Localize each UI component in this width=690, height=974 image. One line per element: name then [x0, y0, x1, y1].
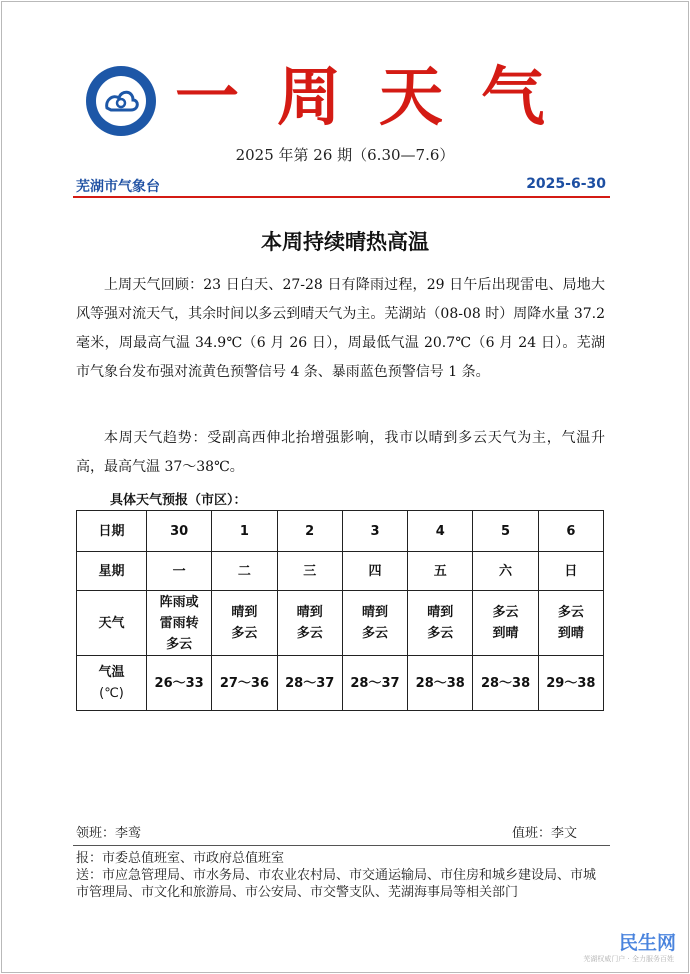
temperature-row	[77, 656, 604, 711]
headline: 本周持续晴热高温	[261, 230, 429, 254]
footer-divider	[73, 845, 610, 846]
row-header-weekday: 星期	[77, 552, 147, 591]
forecast-label: 具体天气预报（市区）：	[110, 493, 247, 508]
issuing-organization: 芜湖市气象台	[76, 179, 160, 195]
weather-text: 阵雨或雷雨转多云	[159, 594, 199, 652]
date-cell: 6	[538, 511, 603, 552]
weather-text: 晴到多云	[361, 605, 388, 641]
weather-trend-paragraph: 本周天气趋势：受副高西伸北抬增强影响，我市以晴到多云天气为主，气温升高，最高气温 37～38℃。	[76, 430, 605, 475]
site-watermark-tagline: 芜湖权威门户 · 全力服务百姓	[583, 955, 674, 963]
weather-review-paragraph: 上周天气回顾：23 日白天、27-28 日有降雨过程，29 日午后出现雷电、局地大风等强对流天气，其余时间以多云到晴天气为主。芜湖站（08-08 时）周降水量 37.2 毫米，周最高气温 34.9℃（6 月 26 日），周最低气温 20.7℃（6 月 24 日）。芜湖市气象台发布强对流黄色预警信号 4 条、暴雨蓝色预警信号 1 条。	[76, 277, 605, 380]
weekday-cell: 一	[147, 552, 212, 591]
weather-cell	[277, 591, 342, 656]
date-cell: 30	[147, 511, 212, 552]
weather-text: 晴到多云	[231, 605, 258, 641]
row-header-date: 日期	[77, 511, 147, 552]
weather-text: 晴到多云	[296, 605, 323, 641]
date-cell: 2	[277, 511, 342, 552]
cloud-swirl-icon	[103, 84, 139, 118]
temperature-cell: 28～37	[342, 656, 407, 711]
weather-cell	[408, 591, 473, 656]
temperature-cell: 28～38	[408, 656, 473, 711]
shift-leader: 领班：李鸾	[76, 826, 142, 841]
weekday-cell: 五	[408, 552, 473, 591]
cma-logo-icon	[86, 66, 156, 136]
temperature-cell: 28～38	[473, 656, 538, 711]
header-divider	[73, 196, 610, 198]
weekday-row	[77, 552, 604, 591]
weather-cell	[538, 591, 603, 656]
weekday-cell: 三	[277, 552, 342, 591]
weekday-cell: 二	[212, 552, 277, 591]
weather-text: 晴到多云	[427, 605, 454, 641]
date-cell: 5	[473, 511, 538, 552]
report-title: 一周天气	[175, 61, 583, 135]
weather-cell	[473, 591, 538, 656]
temperature-cell: 26～33	[147, 656, 212, 711]
weather-cell	[212, 591, 277, 656]
weather-text: 多云到晴	[492, 605, 519, 641]
send-to: 送：市应急管理局、市水务局、市农业农村局、市交通运输局、市住房和城乡建设局、市城市管理局、市文化和旅游局、市公安局、市交警支队、芜湖海事局等相关部门	[76, 868, 597, 900]
distribution-list	[76, 850, 608, 901]
temp-unit: (℃)	[99, 686, 124, 701]
weekday-cell: 日	[538, 552, 603, 591]
temperature-cell: 27～36	[212, 656, 277, 711]
forecast-table	[76, 510, 604, 711]
weather-cell	[342, 591, 407, 656]
on-duty-staff: 值班：李文	[512, 826, 578, 841]
temperature-cell: 28～37	[277, 656, 342, 711]
weather-cell	[147, 591, 212, 656]
weekday-cell: 六	[473, 552, 538, 591]
date-cell: 3	[342, 511, 407, 552]
issue-date: 2025-6-30	[526, 176, 606, 192]
date-cell: 4	[408, 511, 473, 552]
weather-row	[77, 591, 604, 656]
weather-text: 多云到晴	[557, 605, 584, 641]
row-header-temperature	[77, 656, 147, 711]
date-row	[77, 511, 604, 552]
temperature-cell: 29～38	[538, 656, 603, 711]
temp-label: 气温	[98, 665, 125, 680]
site-watermark: 民生网	[618, 932, 676, 954]
date-cell: 1	[212, 511, 277, 552]
report-to: 报：市委总值班室、市政府总值班室	[76, 851, 285, 866]
weekday-cell: 四	[342, 552, 407, 591]
issue-number: 2025 年第 26 期（6.30—7.6）	[235, 146, 455, 164]
row-header-weather: 天气	[77, 591, 147, 656]
